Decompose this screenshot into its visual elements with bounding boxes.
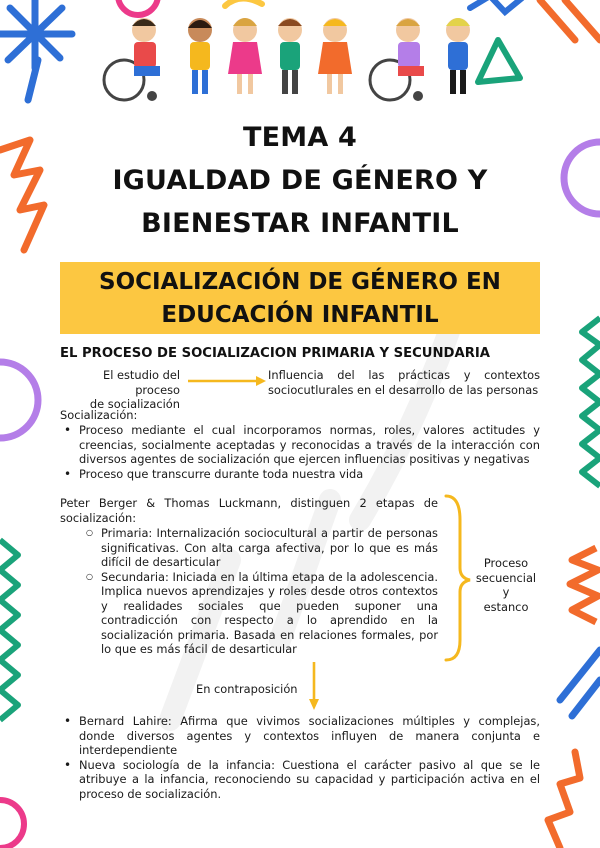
child-4 xyxy=(278,18,302,94)
stages-list xyxy=(86,526,438,657)
socializacion-label: Socialización: xyxy=(60,408,138,422)
child-2 xyxy=(188,18,212,94)
topic-number: TEMA 4 xyxy=(242,122,357,153)
stage-item-secundaria: ○ Secundaria: Iniciada en la última etapa de la adolescencia. Implica nuevos aprendizajes y roles desde otros contextos y realidades sociales que pueden suponer una contradicción con respecto a lo aprendido en la socialización primaria. Basada en relaciones formales, por lo que es más fácil de desarticular xyxy=(86,570,438,657)
list-item: • Nueva sociología de la infancia: Cuestiona el carácter pasivo al que se le atribuye a la infancia, reconociendo su capacidad y participación activa en el proceso de socialización. xyxy=(60,758,540,802)
stage-item-primaria: ○ Primaria: Internalización sociocultural a partir de personas significativas. Con alta carga afectiva, por lo que es más difícil de desarticular xyxy=(86,526,438,570)
orange-zigzag-right-doodle xyxy=(570,548,598,622)
purple-circle-left-doodle xyxy=(0,362,38,438)
definition-left-line-2: de socialización xyxy=(89,397,180,411)
proceso-note-line-2: secuencial y xyxy=(475,570,537,599)
proceso-note xyxy=(474,556,538,614)
definition-right-line-2: sociocutlurales en el desarrollo de las personas xyxy=(268,382,539,397)
berger-intro-line-1: Peter Berger & Thomas Luckmann, distinguen 2 etapas de xyxy=(60,496,438,510)
proceso-note-line-3: estanco xyxy=(483,599,529,614)
socializacion-list xyxy=(60,423,540,481)
banner-line-1: SOCIALIZACIÓN DE GÉNERO EN xyxy=(99,269,501,295)
definition-right-line-1: Influencia del las prácticas y contextos xyxy=(268,368,540,382)
blue-star-doodle xyxy=(0,0,72,100)
child-7 xyxy=(446,18,470,94)
child-5 xyxy=(318,18,352,94)
berger-intro-line-2: socialización: xyxy=(60,510,137,525)
blue-lines-doodle xyxy=(560,650,600,716)
definition-right xyxy=(268,368,540,397)
pink-circle-bottom-doodle xyxy=(0,800,24,848)
child-wheelchair-right xyxy=(370,18,424,101)
child-wheelchair-left xyxy=(104,18,160,101)
final-list xyxy=(60,714,540,801)
topic-title-line-2: BIENESTAR INFANTIL xyxy=(141,208,459,239)
curly-brace xyxy=(446,496,470,660)
definition-left xyxy=(60,368,180,412)
topic-title-line-1: IGUALDAD DE GÉNERO Y xyxy=(112,165,488,196)
list-item: • Bernard Lahire: Afirma que vivimos socializaciones múltiples y complejas, donde diversos agentes y contextos influyen de manera conjunta e interdependiente xyxy=(60,714,540,758)
list-item: • Proceso mediante el cual incorporamos normas, roles, valores actitudes y creencias, socialmente aceptadas y reconocidas a través de la interacción con diversos agentes de socialización que ejercen influencias positivas y negativas xyxy=(60,423,540,467)
berger-intro xyxy=(60,496,438,525)
right-arrow xyxy=(188,376,266,386)
section-banner xyxy=(60,262,540,334)
contraposicion-label: En contraposición xyxy=(196,682,298,696)
green-zigzag-left-doodle xyxy=(0,540,18,720)
green-zigzag-right-doodle xyxy=(582,318,600,486)
down-arrow xyxy=(309,662,319,710)
section-heading: EL PROCESO DE SOCIALIZACION PRIMARIA Y SECUNDARIA xyxy=(60,346,490,361)
orange-zigzag-bottom-doodle xyxy=(548,752,580,848)
child-3 xyxy=(228,18,262,94)
orange-stripes-doodle xyxy=(540,0,600,40)
list-item: • Proceso que transcurre durante toda nuestra vida xyxy=(60,467,540,482)
yellow-arc-doodle xyxy=(225,0,262,6)
children-illustration xyxy=(100,8,500,108)
proceso-note-line-1: Proceso xyxy=(483,556,529,570)
banner-line-2: EDUCACIÓN INFANTIL xyxy=(161,302,439,328)
definition-left-line-1: El estudio del proceso xyxy=(103,368,180,397)
